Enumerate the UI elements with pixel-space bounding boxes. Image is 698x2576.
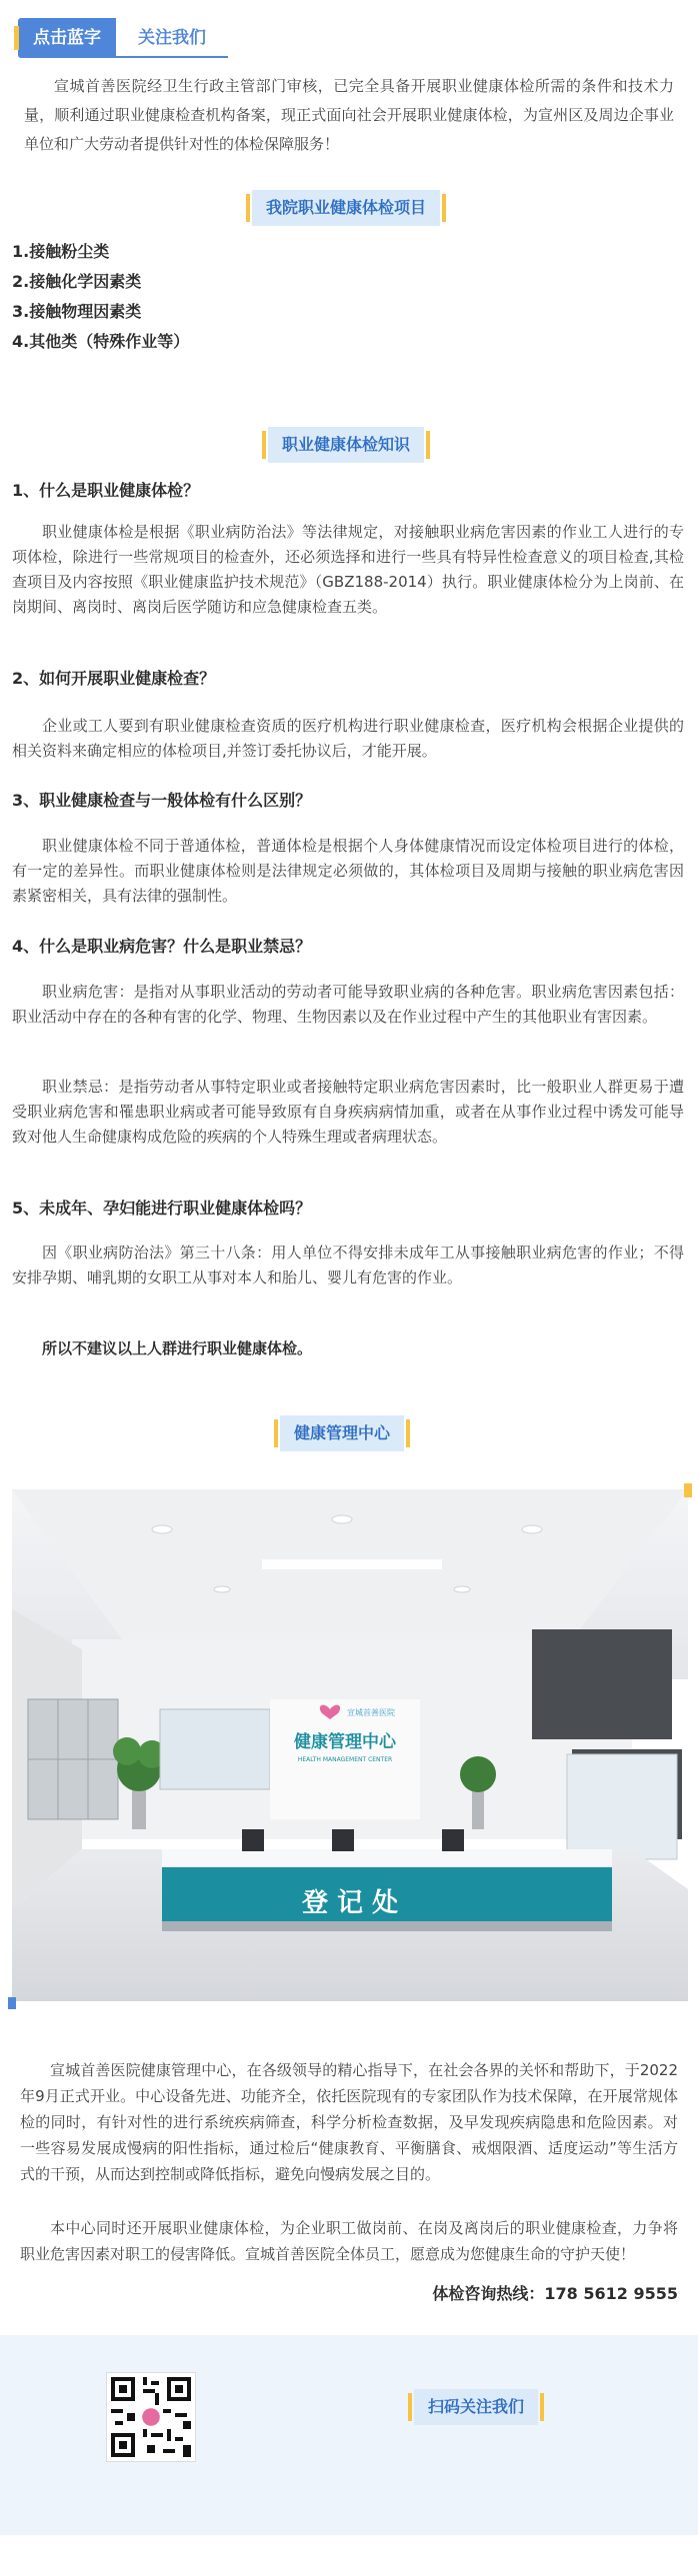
list-item: 3.接触物理因素类 <box>12 302 142 321</box>
intro-paragraph: 宣城首善医院经卫生行政主管部门审核，已完全具备开展职业健康体检所需的条件和技术力量，顺利通过职业健康检查机构备案，现正式面向社会开展职业健康体检，为宣州区及周边企事业单位和广大劳动者提供针对性的体检保障服务！ <box>24 77 674 153</box>
photo-sign-en: HEALTH MANAGEMENT CENTER <box>297 1756 393 1763</box>
photo-desk-label: 登 记 处 <box>302 1888 399 1918</box>
section-title-center: 健康管理中心 <box>280 1415 404 1451</box>
section-title-knowledge: 职业健康体检知识 <box>268 427 424 463</box>
photo-sign-logo: 宣城首善医院 <box>347 1708 395 1717</box>
follow-banner[interactable] <box>18 18 228 58</box>
reception-illustration <box>12 1489 688 2001</box>
list-item: 4.其他类（特殊作业等） <box>12 332 190 351</box>
list-item: 1.接触粉尘类 <box>12 242 110 261</box>
section-title-items: 我院职业健康体检项目 <box>252 190 440 226</box>
corner-accent <box>8 1997 16 2009</box>
answer-4-hazard: 职业病危害：是指对从事职业活动的劳动者可能导致职业病的各种危害。职业病危害因素包括：职业活动中存在的各种有害的化学、物理、生物因素以及在作业过程中产生的其他职业有害因素。 <box>12 983 684 1026</box>
question-1: 1、什么是职业健康体检？ <box>12 481 200 500</box>
list-item: 2.接触化学因素类 <box>12 272 142 291</box>
reception-photo <box>12 1489 688 2001</box>
question-5: 5、未成年、孕妇能进行职业健康体检吗？ <box>12 1199 312 1218</box>
answer-1: 职业健康体检是根据《职业病防治法》等法律规定，对接触职业病危害因素的作业工人进行的专项体检，除进行一些常规项目的检查外，还必须选择和进行一些具有特异性检查意义的项目检查,其检查项目及内容按照《职业健康监护技术规范》（GBZ188-2014）执行。职业健康体检分为上岗前、在岗期间、离岗时、离岗后医学随访和应急健康检查五类。 <box>12 523 684 616</box>
follow-us-label: 关注我们 <box>116 18 228 58</box>
footer-panel <box>0 2335 698 2535</box>
corner-accent <box>684 1483 692 1497</box>
question-4: 4、什么是职业病危害？什么是职业禁忌？ <box>12 937 312 956</box>
follow-blue-label: 点击蓝字 <box>18 18 116 58</box>
question-3: 3、职业健康检查与一般体检有什么区别？ <box>12 791 312 810</box>
qr-code[interactable] <box>106 2372 196 2462</box>
item-list <box>12 237 412 357</box>
qr-code-icon <box>107 2373 195 2461</box>
center-paragraph-1: 宣城首善医院健康管理中心，在各级领导的精心指导下，在社会各界的关怀和帮助下，于2022年9月正式开业。中心设备先进、功能齐全，依托医院现有的专家团队作为技术保障，在开展常规体检的同时，有针对性的进行系统疾病筛查，科学分析检查数据，及早发现疾病隐患和危险因素。对一些容易发展成慢病的阳性指标，通过检后“健康教育、平衡膳食、戒烟限酒、适度运动”等生活方式的干预，从而达到控制或降低指标，避免向慢病发展之目的。 <box>20 2061 678 2183</box>
conclusion-text: 所以不建议以上人群进行职业健康体检。 <box>42 1339 313 1357</box>
photo-sign-main: 健康管理中心 <box>294 1732 396 1752</box>
hotline-text[interactable]: 体检咨询热线：178 5612 9555 <box>432 2284 678 2303</box>
scan-follow-label: 扫码关注我们 <box>414 2389 538 2425</box>
answer-5: 因《职业病防治法》第三十八条：用人单位不得安排未成年工从事接触职业病危害的作业；不得安排孕期、哺乳期的女职工从事对本人和胎儿、婴儿有危害的作业。 <box>12 1244 684 1287</box>
answer-3: 职业健康体检不同于普通体检，普通体检是根据个人身体健康情况而设定体检项目进行的体检，有一定的差异性。而职业健康体检则是法律规定必须做的，其体检项目及周期与接触的职业病危害因素紧密相关，具有法律的强制性。 <box>12 837 684 905</box>
center-paragraph-2: 本中心同时还开展职业健康体检，为企业职工做岗前、在岗及离岗后的职业健康检查，力争将职业危害因素对职工的侵害降低。宣城首善医院全体员工，愿意成为您健康生命的守护天使！ <box>20 2219 678 2263</box>
question-2: 2、如何开展职业健康检查？ <box>12 669 216 688</box>
answer-2: 企业或工人要到有职业健康检查资质的医疗机构进行职业健康检查，医疗机构会根据企业提供的相关资料来确定相应的体检项目,并签订委托协议后，才能开展。 <box>12 717 684 760</box>
answer-4-contraindication: 职业禁忌：是指劳动者从事特定职业或者接触特定职业病危害因素时，比一般职业人群更易于遭受职业病危害和罹患职业病或者可能导致原有自身疾病病情加重，或者在从事作业过程中诱发可能导致对他人生命健康构成危险的疾病的个人特殊生理或者病理状态。 <box>12 1078 684 1146</box>
